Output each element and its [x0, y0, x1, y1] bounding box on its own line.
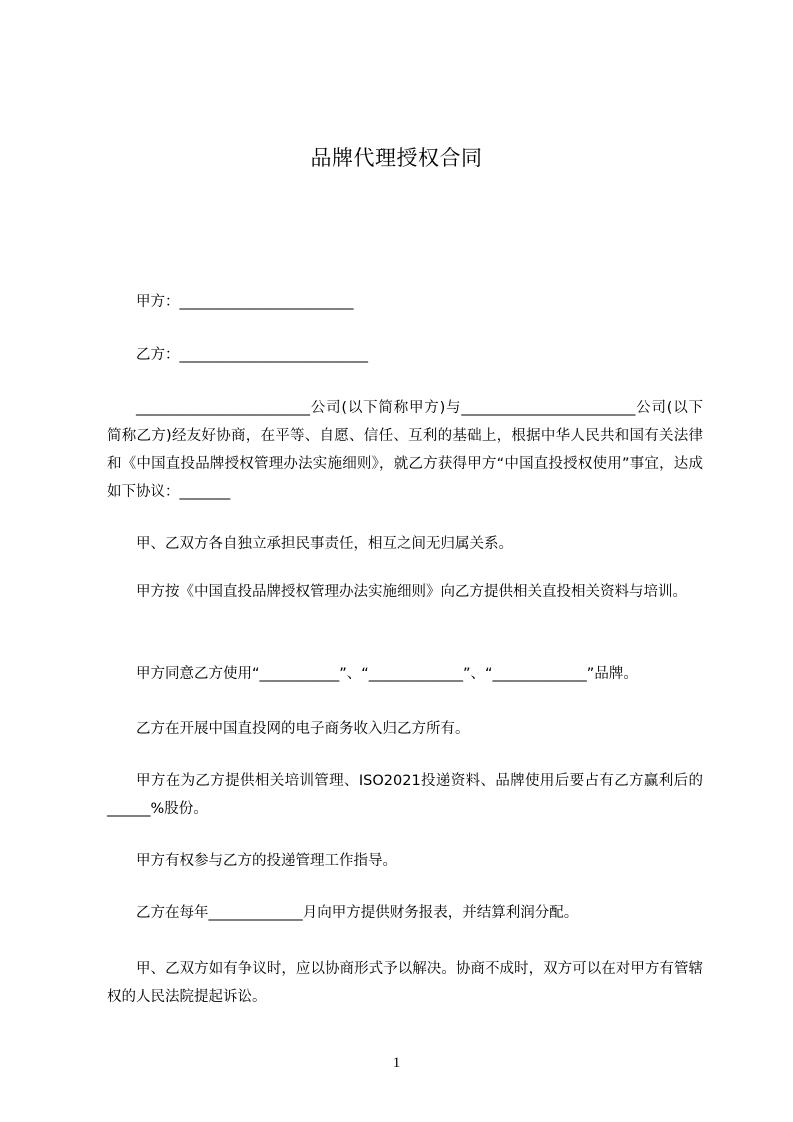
clause-6: 甲方有权参与乙方的投递管理工作指导。: [136, 853, 397, 869]
clause-5: 甲方在为乙方提供相关培训管理、ISO2021投递资料、品牌使用后要占有乙方赢利后的______%股份。: [107, 773, 703, 817]
clause-4: 乙方在开展中国直投网的电子商务收入归乙方所有。: [136, 721, 470, 737]
clause-8: 甲、乙双方如有争议时，应以协商形式予以解决。协商不成时，双方可以在对甲方有管辖权的人民法院提起诉讼。: [107, 961, 703, 1005]
clause-3: 甲方同意乙方使用“___________”、“_____________”、“_____________”品牌。: [136, 666, 638, 682]
clause-7: 乙方在每年_____________月向甲方提供财务报表，并结算利润分配。: [136, 905, 579, 921]
contract-title: 品牌代理授权合同: [310, 146, 483, 170]
page-number: 1: [392, 1055, 401, 1071]
party-b-line: 乙方：__________________________: [136, 347, 368, 363]
clause-1: 甲、乙双方各自独立承担民事责任，相互之间无归属关系。: [136, 536, 513, 552]
clause-2: 甲方按《中国直投品牌授权管理办法实施细则》向乙方提供相关直投相关资料与培训。: [136, 584, 687, 600]
party-a-line: 甲方：________________________: [136, 294, 354, 310]
intro-paragraph: ________________________公司(以下简称甲方)与________________________公司(以下简称乙方)经友好协商，在平等、自愿、信任、互利的基础上，根据中华人民共和国有关法律和《中国直投品牌授权管理办法实施细则》，就乙方获得甲方“中国直投授权使用”事宜，达成如下协议：_______: [107, 400, 703, 500]
